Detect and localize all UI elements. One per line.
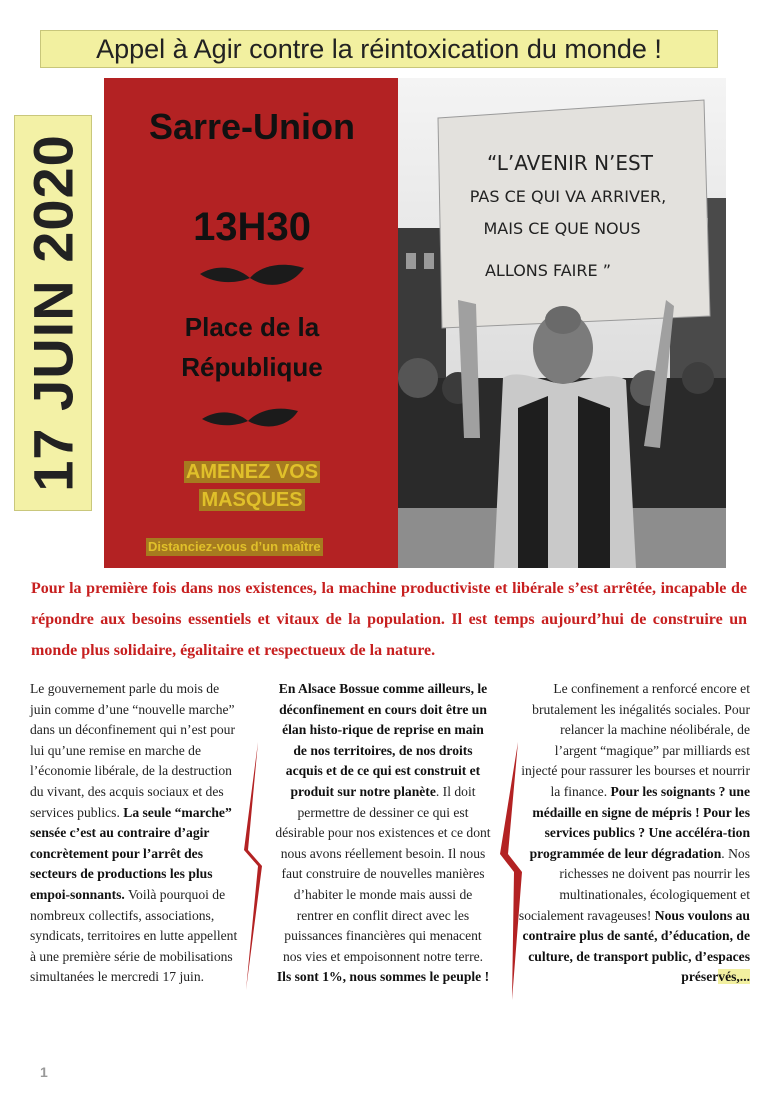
- place-line-2: République: [181, 352, 323, 382]
- mid-text-1: . Il doit permettre de dessiner ce qui est désirable pour nos existences et ce dont nous avons réellement besoin. Il nous faut construire de nouvelles manières d’habiter le monde mais aussi de rentrer en conflit direct avec les puissances financières qui menacent nos vies et empoisonnent notre terre.: [275, 783, 491, 964]
- page-number: 1: [40, 1064, 48, 1080]
- page-title: Appel à Agir contre la réintoxication du monde !: [40, 30, 718, 68]
- right-text-1: Le confinement a renforcé encore et brutalement les inégalités sociales. Pour relancer la machine néolibérale, de l’argent “magique” par milliards est injecté pour rassurer les bourses et nourrir la finance.: [521, 681, 750, 799]
- distance-notice: Distanciez-vous d’un maître: [148, 539, 321, 554]
- sign-line-3: MAIS CE QUE NOUS: [483, 219, 641, 238]
- protest-photo: [398, 78, 726, 568]
- masks-text: AMENEZ VOS MASQUES: [185, 461, 319, 511]
- photo-illustration: [398, 78, 726, 568]
- leaf-ornament-icon: [200, 405, 300, 431]
- event-place: [104, 307, 400, 387]
- event-city: Sarre-Union: [148, 106, 356, 147]
- place-line-1: Place de la: [184, 312, 320, 342]
- right-bold-2: Nous voulons au contraire plus de santé, d’éducation, de culture, de transport public, d’espaces préser: [522, 907, 750, 985]
- right-text-2: . Nos richesses ne doivent pas nourrir les multinationales, écologiquement et socialement ravageuses!: [518, 845, 750, 923]
- right-highlight: vés,...: [718, 969, 750, 985]
- sign-line-4: ALLONS FAIRE ”: [484, 261, 612, 280]
- column-middle: [275, 679, 491, 988]
- sign-line-1: “L’AVENIR N’EST: [487, 151, 653, 175]
- column-right: [518, 679, 750, 988]
- left-bold-1: La seule “marche” sensée c’est au contraire d’agir concrètement pour l’arrêt des secteurs de productions les plus empoi-sonnants.: [30, 804, 232, 902]
- right-bold-1: Pour les soignants ? une médaille en signe de mépris ! Pour les services publics ? Une accéléra-tion programmée de leur dégradation: [529, 783, 750, 861]
- leaf-ornament-icon: [198, 262, 306, 290]
- event-date: 17 JUIN 2020: [21, 134, 85, 492]
- masks-notice: [174, 458, 330, 514]
- intro-paragraph: Pour la première fois dans nos existences, la machine productiviste et libérale s’est arrêtée, incapable de répondre aux besoins essentiels et vitaux de la population. Il est temps aujourd’hui de construire un monde plus solidaire, égalitaire et respectueux de la nature.: [31, 580, 747, 659]
- left-text-2: Voilà pourquoi de nombreux collectifs, associations, syndicats, territoires en lutte appellent à une première série de mobilisations simultanées le mercredi 17 juin.: [30, 886, 238, 985]
- mid-bold-1: En Alsace Bossue comme ailleurs, le déconfinement en cours doit être un élan histo-rique de reprise en main de nos territoires, de nos droits acquis et de ce qui est construit et produit sur notre planète: [278, 681, 488, 799]
- sign-line-2: PAS CE QUI VA ARRIVER,: [469, 187, 667, 206]
- left-text-1: Le gouvernement parle du mois de juin comme d’une “nouvelle marche” dans un déconfinement qui n’est pour lui qu’une remise en marche de l’économie libérale, de la destruction du vivant, des acquis sociaux et des services publics.: [30, 681, 235, 820]
- mid-bold-2: Ils sont 1%, nous sommes le peuple !: [276, 969, 490, 985]
- column-divider: [236, 742, 262, 990]
- event-time: 13H30: [193, 205, 311, 249]
- column-left: [30, 679, 238, 988]
